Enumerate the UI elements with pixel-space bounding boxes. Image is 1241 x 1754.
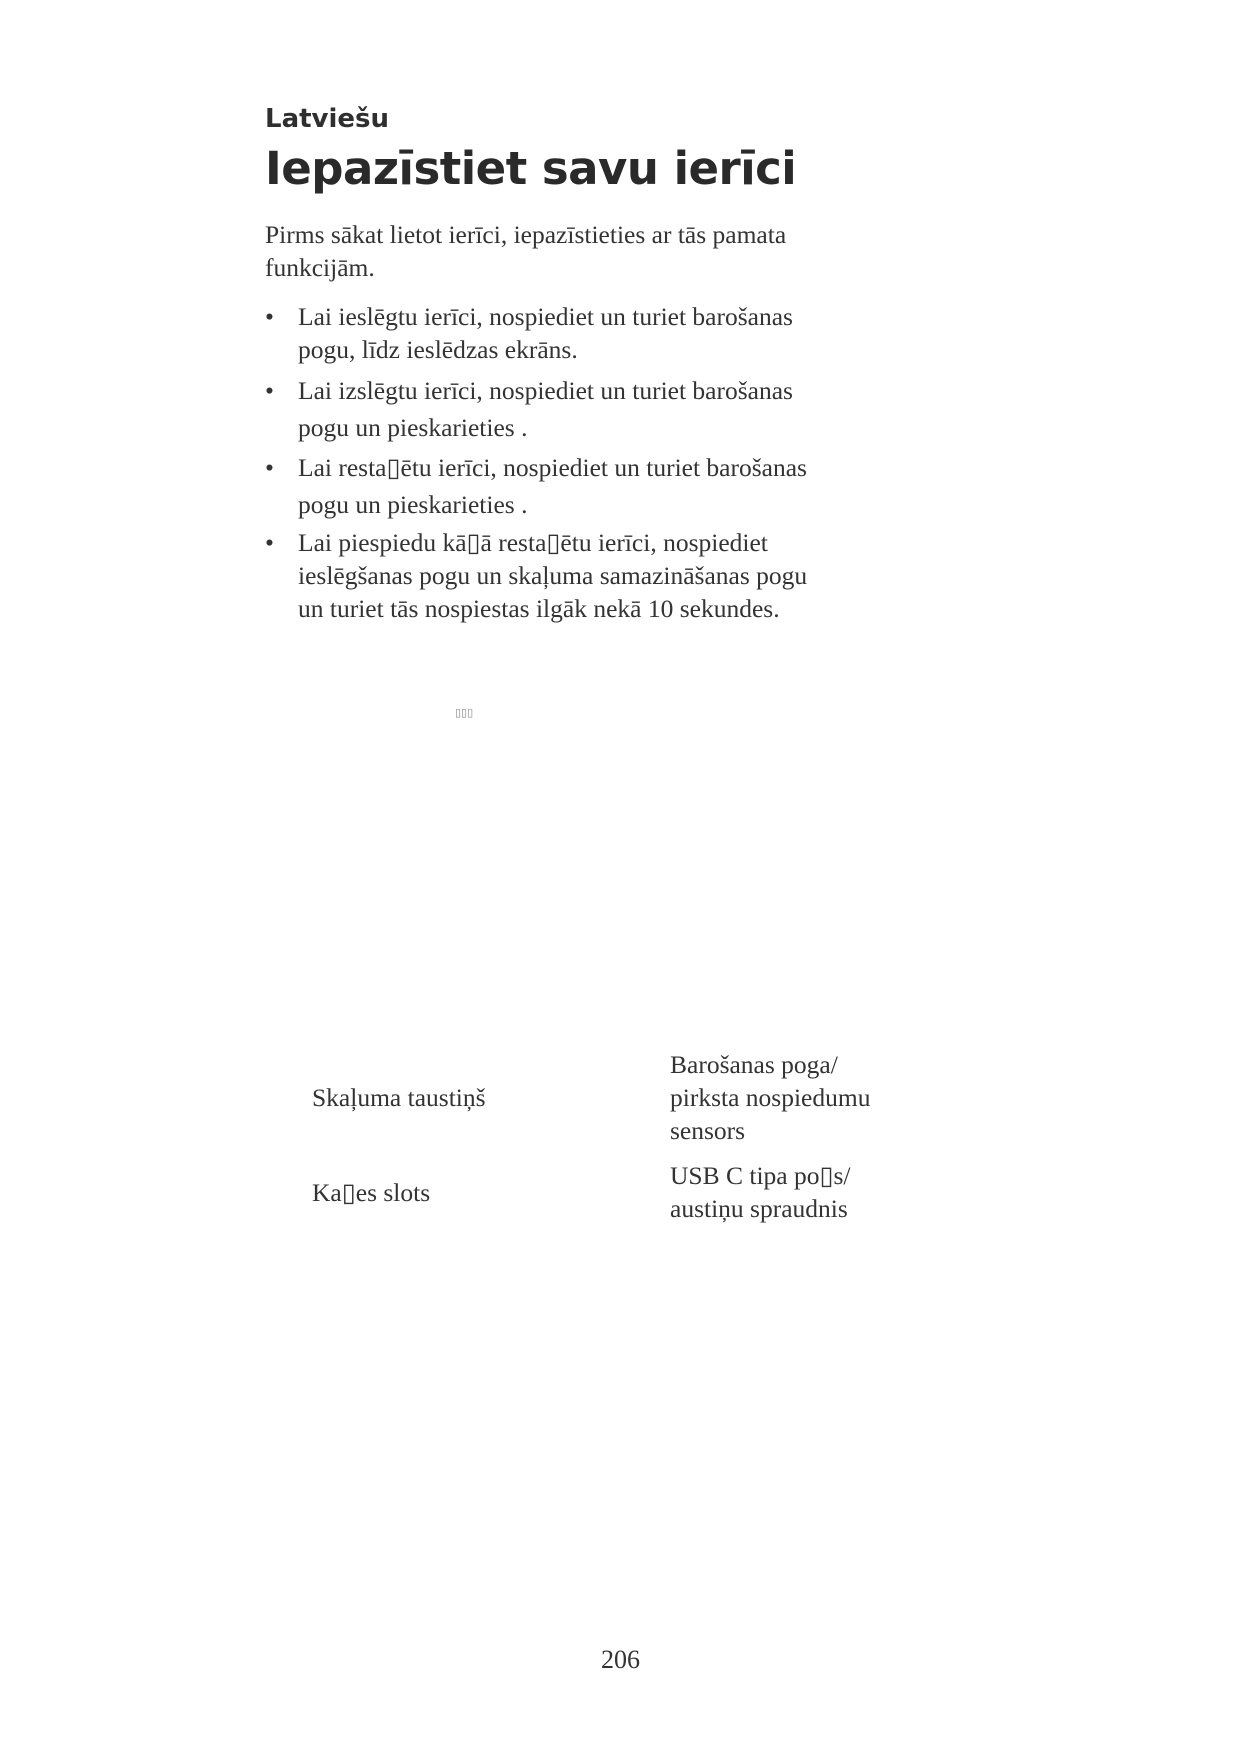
list-item [265, 526, 905, 625]
power-button-label [670, 1048, 930, 1147]
list-item-line: pogu, līdz ieslēdzas ekrāns. [298, 335, 578, 364]
list-item [265, 449, 905, 523]
list-item-line: Lai piespiedu kā▯ā resta▯ētu ierīci, nospiediet [298, 528, 768, 557]
list-item-line: pogu un pieskarieties . [298, 490, 528, 519]
page-number: 206 [601, 1645, 640, 1674]
volume-key-label: Skaļuma taustiņš [312, 1083, 486, 1112]
language-label: Latviešu [265, 104, 390, 134]
list-item-line: un turiet tās nospiestas ilgāk nekā 10 sekundes. [298, 594, 780, 623]
list-item-line: Lai resta▯ētu ierīci, nospiediet un turiet barošanas [298, 453, 807, 482]
usb-port-label-line: USB C tipa po▯s/ [670, 1161, 851, 1190]
list-item-line: ieslēgšanas pogu un skaļuma samazināšanas pogu [298, 561, 808, 590]
bullet-icon: • [265, 302, 274, 331]
power-button-label-line: Barošanas poga/ [670, 1050, 838, 1079]
power-button-label-line: pirksta nospiedumu [670, 1083, 871, 1112]
list-item-line: pogu un pieskarieties . [298, 413, 528, 442]
usb-port-label [670, 1159, 930, 1225]
bullet-icon: • [265, 376, 274, 405]
list-item-line: Lai izslēgtu ierīci, nospiediet un turiet barošanas [298, 376, 793, 405]
page-title: Iepazīstiet savu ierīci [265, 142, 797, 195]
list-item-line: Lai ieslēgtu ierīci, nospiediet un turiet barošanas [298, 302, 793, 331]
list-item [265, 300, 905, 366]
figure-placeholder: ▯▯▯ [455, 706, 474, 719]
power-button-label-line: sensors [670, 1116, 746, 1145]
instruction-list [265, 300, 905, 625]
bullet-icon: • [265, 453, 274, 482]
bullet-icon: • [265, 528, 274, 557]
usb-port-label-line: austiņu spraudnis [670, 1194, 848, 1223]
intro-paragraph: Pirms sākat lietot ierīci, iepazīstieties ar tās pamata funkcijām. [265, 220, 787, 282]
card-slot-label: Ka▯es slots [312, 1178, 431, 1207]
list-item [265, 372, 905, 446]
